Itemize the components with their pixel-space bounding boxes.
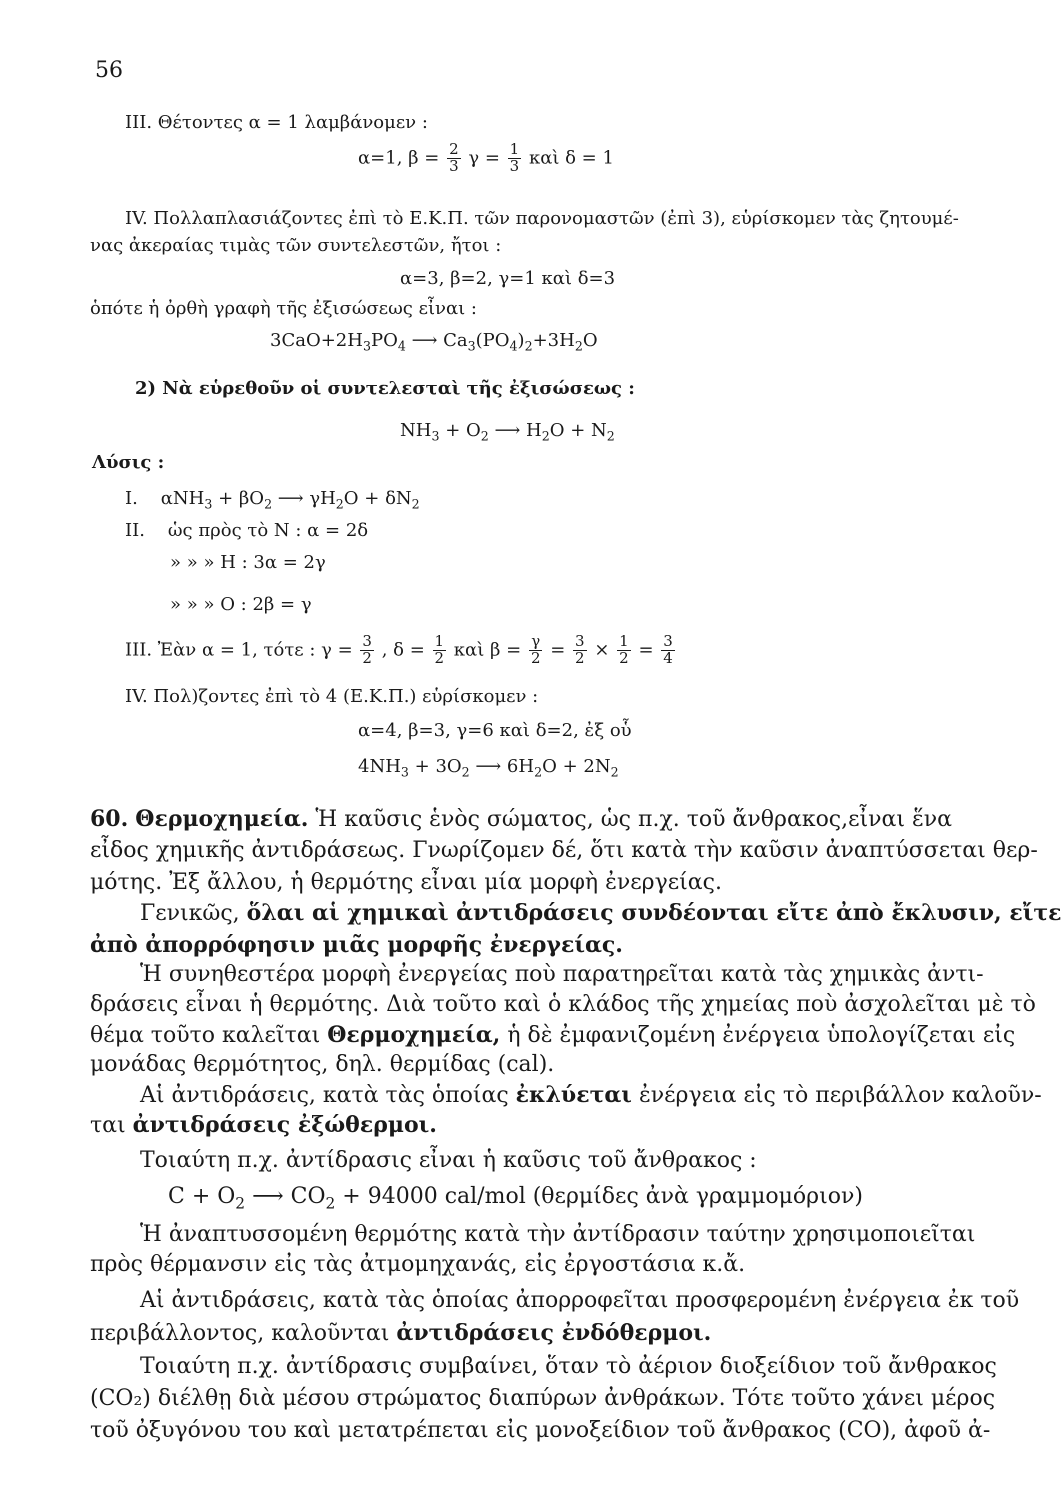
- solution-step-3: III. Ἐὰν α = 1, τότε : γ = $\frac{3}{2}$ , δ = $\frac{1}{2}$ καὶ β = $\frac{\gamma}{2}$ = $\frac{3}{2}$ × $\frac{1}{2}$ = $\frac{3}{4}$: [125, 632, 673, 667]
- solution-step-2-o: » » » O : 2β = γ: [170, 594, 312, 615]
- paragraph-3-line-1: Ἡ συνηθεστέρα μορφὴ ἐνεργείας ποὺ παρατηρεῖται κατὰ τὰς χημικὰς ἀντι-: [140, 962, 984, 987]
- section-number: 60.: [90, 806, 129, 832]
- section-60-line-2: εἶδος χημικῆς ἀντιδράσεως. Γνωρίζομεν δέ, ὅτι κατὰ τὴν καῦσιν ἀναπτύσσεται θερ-: [90, 838, 1038, 863]
- section-60-line-3: μότης. Ἐξ ἄλλου, ἡ θερμότης εἶναι μία μορφὴ ἐνεργείας.: [90, 870, 722, 895]
- paragraph-3-line-2: δράσεις εἶναι ἡ θερμότης. Διὰ τοῦτο καὶ ὁ κλάδος τῆς χημείας ποὺ ἀσχολεῖται μὲ τὸ: [90, 992, 1036, 1017]
- paragraph-3-line-3: θέμα τοῦτο καλεῖται Θερμοχημεία, ἡ δὲ ἐμφανιζομένη ἐνέργεια ὑπολογίζεται εἰς: [90, 1022, 1016, 1048]
- paragraph-4-line-2: ται ἀντιδράσεις ἐξώθερμοι.: [90, 1112, 437, 1138]
- balanced-equation-2: $4NH_3 + 3O_2$ ⟶ $6H_2O + 2N_2$: [358, 756, 619, 780]
- balanced-equation-1: $3CaO+2H_3PO_4$ ⟶ $Ca_3(PO_4)_2+3H_2O$: [270, 330, 598, 354]
- problem-2-equation: $NH_3 + O_2$ ⟶ $H_2O + N_2$: [400, 420, 615, 444]
- paragraph-2-line-2: ἀπὸ ἀπορρόφησιν μιᾶς μορφῆς ἐνεργείας.: [90, 932, 623, 958]
- solution-label: Λύσις :: [92, 452, 165, 473]
- solution-step-4-values: α=4, β=3, γ=6 καὶ δ=2, ἐξ οὗ: [358, 720, 632, 741]
- step-4-line-2: νας ἀκεραίας τιμὰς τῶν συντελεστῶν, ἤτοι :: [90, 235, 502, 256]
- section-heading: Θερμοχημεία.: [135, 806, 309, 832]
- equation-values-1: α=1, β = $\frac{2}{3}$ γ = $\frac{1}{3}$ καὶ δ = 1: [358, 140, 614, 175]
- coefficient-values: α=3, β=2, γ=1 καὶ δ=3: [400, 268, 616, 289]
- paragraph-8-line-2: (CO₂) διέλθῃ διὰ μέσου στρώματος διαπύρων ἀνθράκων. Τότε τοῦτο χάνει μέρος: [90, 1386, 996, 1411]
- solution-step-2-h: » » » H : 3α = 2γ: [170, 552, 326, 573]
- paragraph-7-line-1: Αἱ ἀντιδράσεις, κατὰ τὰς ὁποίας ἀπορροφεῖται προσφερομένη ἐνέργεια ἐκ τοῦ: [140, 1288, 1020, 1313]
- paragraph-2-line-1: Γενικῶς, ὅλαι αἱ χημικαὶ ἀντιδράσεις συνδέονται εἴτε ἀπὸ ἔκλυσιν, εἴτε: [140, 900, 1062, 926]
- paragraph-4-line-1: Αἱ ἀντιδράσεις, κατὰ τὰς ὁποίας ἐκλύεται ἐνέργεια εἰς τὸ περιβάλλον καλοῦν-: [140, 1082, 1042, 1108]
- solution-step-2: II. ὡς πρὸς τὸ N : α = 2δ: [125, 520, 369, 541]
- problem-2-title: 2) Νὰ εὑρεθοῦν οἱ συντελεσταὶ τῆς ἐξισώσεως :: [135, 378, 635, 399]
- paragraph-8-line-1: Τοιαύτη π.χ. ἀντίδρασις συμβαίνει, ὅταν τὸ ἀέριον διοξείδιον τοῦ ἄνθρακος: [140, 1354, 997, 1379]
- step-3-intro: III. Θέτοντες α = 1 λαμβάνομεν :: [125, 112, 428, 133]
- paragraph-3-line-4: μονάδας θερμότητος, δηλ. θερμίδας (cal).: [90, 1052, 555, 1077]
- paragraph-6-line-1: Ἡ ἀναπτυσσομένη θερμότης κατὰ τὴν ἀντίδρασιν ταύτην χρησιμοποιεῖται: [140, 1222, 976, 1247]
- step-4-line-1: IV. Πολλαπλασιάζοντες ἐπὶ τὸ Ε.Κ.Π. τῶν παρονομαστῶν (ἐπὶ 3), εὑρίσκομεν τὰς ζητουμέ-: [125, 208, 959, 229]
- step-4-line-3: ὁπότε ἡ ὀρθὴ γραφὴ τῆς ἐξισώσεως εἶναι :: [90, 298, 477, 319]
- paragraph-5: Τοιαύτη π.χ. ἀντίδρασις εἶναι ἡ καῦσις τοῦ ἄνθρακος :: [140, 1148, 757, 1173]
- combustion-equation: $C + O_2$ ⟶ $CO_2 + 94000$ cal/mol (θερμίδες ἀνὰ γραμμομόριον): [168, 1184, 863, 1213]
- section-60-line-1: 60. Θερμοχημεία. Ἡ καῦσις ἑνὸς σώματος, ὡς π.χ. τοῦ ἄνθρακος,εἶναι ἕνα: [90, 806, 953, 832]
- solution-step-1: I. $\alpha NH_3 + \beta O_2$ ⟶ $\gamma H_2O + \delta N_2$: [125, 488, 420, 512]
- solution-step-4: IV. Πολ)ζοντες ἐπὶ τὸ 4 (Ε.Κ.Π.) εὑρίσκομεν :: [125, 686, 539, 707]
- paragraph-7-line-2: περιβάλλοντος, καλοῦνται ἀντιδράσεις ἐνδόθερμοι.: [90, 1320, 712, 1346]
- paragraph-6-line-2: πρὸς θέρμανσιν εἰς τὰς ἀτμομηχανάς, εἰς ἐργοστάσια κ.ἄ.: [90, 1252, 746, 1277]
- paragraph-8-line-3: τοῦ ὀξυγόνου του καὶ μετατρέπεται εἰς μονοξείδιον τοῦ ἄνθρακος (CO), ἀφοῦ ἀ-: [90, 1418, 991, 1443]
- page-number: 56: [95, 58, 123, 83]
